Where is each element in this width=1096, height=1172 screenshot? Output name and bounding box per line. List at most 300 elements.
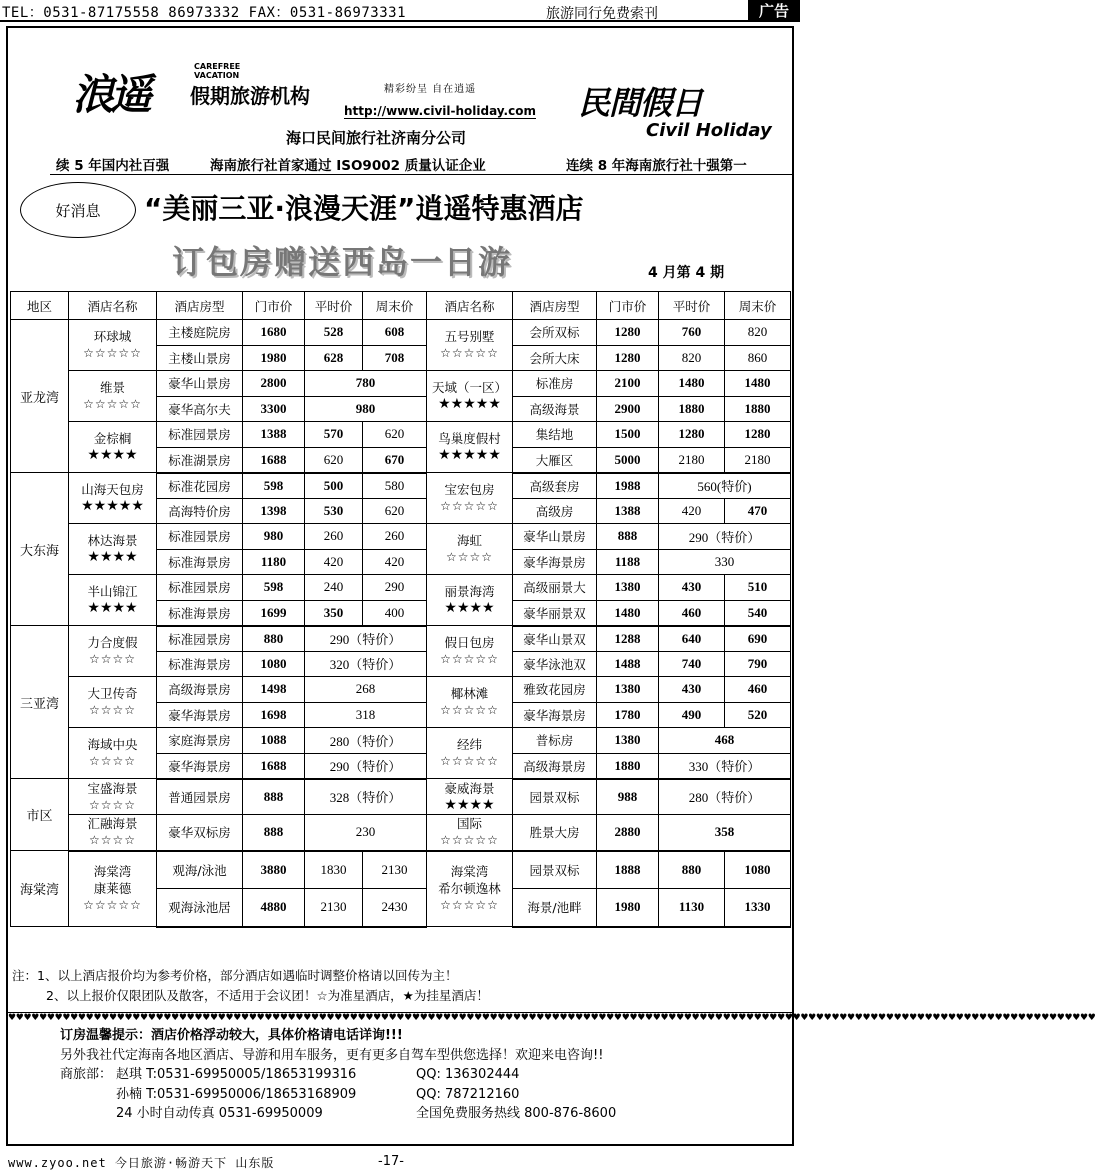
slogan: 精彩纷呈 自在逍遥 [384,84,477,95]
rack-price: 880 [243,626,305,652]
ad-label: 广告 [748,0,800,22]
person-2: 孙楠 T:0531-69950006/18653168909 [116,1086,357,1102]
weekend-price: 290 [363,575,427,601]
weekend-price: 620 [363,422,427,448]
hotel-name: 维景 [99,380,125,395]
top-bar [0,0,800,22]
merged-price: 560(特价) [659,473,791,499]
rack-price: 1699 [243,600,305,626]
contact-row-1 [60,1065,603,1085]
fax-line: 24 小时自动传真 0531-69950009 [116,1106,323,1121]
rack-price: 1480 [597,600,659,626]
note-2: 2、以上报价仅限团队及散客，不适用于会议团！☆为准星酒店，★为挂星酒店！ [46,988,489,1003]
hotel-name: 林达海景 [87,533,138,548]
weekday-price: 430 [659,575,725,601]
notes [8,966,792,1006]
area-label: 亚龙湾 [11,320,69,473]
rack-price: 1180 [243,549,305,575]
weekday-price: 640 [659,626,725,652]
rack-price: 5000 [597,447,659,473]
table-row [11,851,791,889]
hotel-cell [427,473,513,524]
website-link[interactable]: http://www.civil-holiday.com [344,104,536,118]
room-type: 豪华海景房 [157,753,243,779]
contact-line: TEL：0531-87175558 86973332 FAX：0531-86973331 [2,5,407,21]
room-type: 高级丽景大 [513,575,597,601]
rack-price: 1388 [243,422,305,448]
room-type: 标准园景房 [157,626,243,652]
weekend-price: 470 [725,498,791,524]
footer-site: www.zyoo.net 今日旅游·畅游天下 山东版 [8,1156,275,1170]
room-type: 豪华山景房 [513,524,597,550]
room-type: 高海特价房 [157,498,243,524]
hotel-name: 天域（一区） [431,380,507,395]
hotel-cell [69,320,157,371]
star-rating: ☆☆☆☆☆ [83,397,142,411]
weekday-price: 1130 [659,889,725,927]
brand-logo-left [72,62,310,122]
room-type: 会所双标 [513,320,597,346]
room-type: 雅致花园房 [513,677,597,703]
weekday-price: 430 [659,677,725,703]
weekday-price: 628 [305,345,363,371]
table-row [11,575,791,601]
room-type: 园景双标 [513,779,597,815]
room-type: 标准湖景房 [157,447,243,473]
star-rating: ☆☆☆☆ [88,754,137,768]
weekday-price: 260 [305,524,363,550]
table-row [11,320,791,346]
weekend-price: 820 [725,320,791,346]
rack-price: 1380 [597,677,659,703]
weekday-price: 570 [305,422,363,448]
column-header: 酒店名称 [69,292,157,320]
hotel-cell [427,320,513,371]
weekend-price: 690 [725,626,791,652]
hotel-cell [69,371,157,422]
weekend-price: 420 [363,549,427,575]
room-type: 豪华海景房 [513,549,597,575]
contact-section [60,1026,617,1124]
weekend-price: 1080 [725,851,791,889]
subheadline: 订包房赠送西岛一日游 [172,243,513,281]
column-header: 酒店房型 [513,292,597,320]
merged-price: 980 [305,396,427,422]
heart-divider: ♥♥♥♥♥♥♥♥♥♥♥♥♥♥♥♥♥♥♥♥♥♥♥♥♥♥♥♥♥♥♥♥♥♥♥♥♥♥♥♥♥♥♥♥♥♥♥♥♥♥♥♥♥♥♥♥♥♥♥♥♥♥♥♥♥♥♥♥♥♥♥♥♥♥♥♥♥♥♥♥♥♥♥♥♥♥♥♥♥♥♥♥♥♥♥♥♥♥♥♥♥♥♥♥♥♥♥♥♥♥♥♥♥♥♥♥♥♥♥♥♥♥♥♥♥♥♥♥♥♥♥♥♥♥♥♥♥♥♥♥ [8,1013,1096,1023]
table-row [11,728,791,754]
room-type: 胜景大房 [513,815,597,851]
rack-price: 1088 [243,728,305,754]
branch-name: 海口民间旅行社济南分公司 [286,129,467,147]
hotel-name: 山海天包房 [81,482,144,497]
room-type: 园景双标 [513,851,597,889]
star-rating: ☆☆☆☆ [88,652,137,666]
weekday-price: 528 [305,320,363,346]
weekend-price: 790 [725,651,791,677]
room-type: 高级海景 [513,396,597,422]
star-rating: ★★★★★ [81,498,144,514]
rack-price: 1188 [597,549,659,575]
qq-1: QQ: 136302444 [416,1067,520,1082]
rack-price: 1398 [243,498,305,524]
room-type: 标准园景房 [157,422,243,448]
star-rating: ☆☆☆☆ [88,833,137,848]
merged-price: 320（特价） [305,651,427,677]
index-title: 旅游同行免费索刊 [546,6,658,22]
rack-price: 1288 [597,626,659,652]
merged-price: 290（特价） [305,753,427,779]
booking-tip: 订房温馨提示：酒店价格浮动较大，具体价格请电话详询!!! [60,1028,403,1043]
weekend-price: 460 [725,677,791,703]
rack-price: 1380 [597,575,659,601]
table-row [11,371,791,397]
column-header: 酒店房型 [157,292,243,320]
issue-number: 4 月第 4 期 [648,265,725,281]
weekday-price: 490 [659,702,725,728]
table-row [11,422,791,448]
merged-price: 780 [305,371,427,397]
weekday-price: 760 [659,320,725,346]
hotel-cell [69,728,157,779]
star-rating: ☆☆☆☆☆ [440,652,499,666]
table-row [11,626,791,652]
merged-price: 468 [659,728,791,754]
merged-price: 290（特价） [305,626,427,652]
hotline: 全国免费服务热线 800-876-8600 [416,1106,617,1121]
rack-price: 1280 [597,345,659,371]
merged-price: 268 [305,677,427,703]
hotel-cell [427,626,513,677]
weekend-price: 580 [363,473,427,499]
rack-price: 1688 [243,753,305,779]
merged-price: 280（特价） [305,728,427,754]
rack-price: 3300 [243,396,305,422]
room-type: 观海/泳池 [157,851,243,889]
rack-price: 980 [243,524,305,550]
right-logo-cn: 民間假日 [578,84,703,122]
logo-english: CAREFREE VACATION [194,62,241,80]
hotel-cell [427,851,513,927]
rack-price: 1780 [597,702,659,728]
weekday-price: 350 [305,600,363,626]
claim-3: 连续 8 年海南旅行社十强第一 [566,158,747,174]
room-type: 标准海景房 [157,600,243,626]
room-type: 豪华泳池双 [513,651,597,677]
merged-price: 290（特价） [659,524,791,550]
weekend-price: 620 [363,498,427,524]
rack-price: 1688 [243,447,305,473]
qq-2: QQ: 787212160 [416,1086,520,1102]
page-number: -17- [378,1154,404,1169]
rack-price: 1488 [597,651,659,677]
hotel-name: 宝宏包房 [444,482,495,497]
column-header: 周末价 [725,292,791,320]
hotel-cell [427,422,513,473]
merged-price: 230 [305,815,427,851]
service-note: 另外我社代定海南各地区酒店、导游和用车服务，更有更多自驾车型供您选择！欢迎来电咨询!! [60,1047,604,1063]
room-type: 集结地 [513,422,597,448]
hotel-cell [427,677,513,728]
table-row [11,815,791,851]
table-row [11,779,791,815]
rack-price: 1080 [243,651,305,677]
weekday-price: 1280 [659,422,725,448]
hotel-name: 大卫传奇 [87,686,138,701]
area-label: 三亚湾 [11,626,69,779]
room-type: 观海泳池居 [157,889,243,927]
hotel-name: 豪威海景 [444,780,495,796]
weekday-price: 500 [305,473,363,499]
star-rating: ☆☆☆☆☆ [440,754,499,768]
hotel-name: 国际 [456,816,482,832]
contact-row-3 [60,1104,617,1124]
hotel-name: 海棠湾 [93,864,132,880]
headline: “美丽三亚·浪漫天涯”逍遥特惠酒店 [144,192,584,225]
hotel-name: 五号别墅 [444,329,495,344]
room-type: 豪华海景房 [513,702,597,728]
room-type: 高级套房 [513,473,597,499]
room-type: 豪华海景房 [157,702,243,728]
weekend-price: 400 [363,600,427,626]
column-header: 平时价 [659,292,725,320]
room-type: 海景/池畔 [513,889,597,927]
contact-row-2 [60,1085,603,1105]
star-rating: ★★★★ [87,447,138,463]
merged-price: 358 [659,815,791,851]
hotel-cell [69,815,157,851]
hotel-name: 希尔顿逸林 [438,881,501,897]
weekend-price: 708 [363,345,427,371]
good-news-bubble: 好消息 [20,182,136,238]
weekend-price: 860 [725,345,791,371]
rack-price: 1500 [597,422,659,448]
column-header: 酒店名称 [427,292,513,320]
hotel-name: 海域中央 [87,737,138,752]
star-rating: ☆☆☆☆☆ [440,898,499,913]
star-rating: ☆☆☆☆☆ [440,499,499,513]
merged-price: 330 [659,549,791,575]
divider [50,174,794,175]
weekend-price: 1330 [725,889,791,927]
hotel-name: 经纬 [456,737,482,752]
table-row [11,677,791,703]
rack-price: 1980 [597,889,659,927]
star-rating: ☆☆☆☆☆ [440,703,499,717]
claim-2: 海南旅行社首家通过 ISO9002 质量认证企业 [210,158,486,174]
hotel-cell [69,779,157,815]
hotel-name: 海虹 [456,533,482,548]
rack-price: 2800 [243,371,305,397]
rack-price: 1388 [597,498,659,524]
hotel-name: 金棕榈 [93,431,132,446]
weekday-price: 620 [305,447,363,473]
rack-price: 1680 [243,320,305,346]
hotel-cell [427,728,513,779]
note-1: 注：1、以上酒店报价均为参考价格，部分酒店如遇临时调整价格请以回传为主！ [12,968,458,983]
logo-chinese: 假期旅游机构 [190,84,310,108]
rack-price: 888 [243,815,305,851]
merged-price: 330（特价） [659,753,791,779]
hotel-name: 海棠湾 [450,864,489,880]
weekday-price: 2180 [659,447,725,473]
hotel-cell [69,473,157,524]
person-1: 赵琪 T:0531-69950005/18653199316 [116,1067,357,1082]
weekday-price: 880 [659,851,725,889]
hotel-name: 康莱德 [93,881,132,897]
room-type: 标准园景房 [157,524,243,550]
star-rating: ☆☆☆☆ [88,797,137,812]
star-rating: ★★★★ [444,600,495,616]
room-type: 主楼山景房 [157,345,243,371]
rack-price: 1980 [243,345,305,371]
room-type: 大雁区 [513,447,597,473]
logo-mark: 浪遥 [72,70,149,119]
weekday-price: 420 [305,549,363,575]
star-rating: ☆☆☆☆☆ [440,833,499,848]
weekend-price: 1480 [725,371,791,397]
weekday-price: 530 [305,498,363,524]
rack-price: 2880 [597,815,659,851]
area-label: 市区 [11,779,69,851]
column-header: 门市价 [597,292,659,320]
star-rating: ★★★★★ [438,396,501,412]
rack-price: 1280 [597,320,659,346]
right-logo-en: Civil Holiday [646,120,772,141]
room-type: 普标房 [513,728,597,754]
weekend-price: 520 [725,702,791,728]
star-rating: ☆☆☆☆ [88,703,137,717]
star-rating: ★★★★ [444,796,495,813]
area-label: 海棠湾 [11,851,69,927]
weekend-price: 510 [725,575,791,601]
star-rating: ★★★★ [87,549,138,565]
hotel-name: 宝盛海景 [87,780,138,796]
weekend-price: 1880 [725,396,791,422]
room-type: 标准花园房 [157,473,243,499]
weekday-price: 820 [659,345,725,371]
hotel-cell [69,851,157,927]
rack-price: 1498 [243,677,305,703]
room-type: 普通园景房 [157,779,243,815]
hotel-cell [69,626,157,677]
hotel-cell [69,677,157,728]
rack-price: 1880 [597,753,659,779]
table-row [11,524,791,550]
star-rating: ☆☆☆☆☆ [83,346,142,360]
room-type: 标准海景房 [157,651,243,677]
hotel-name: 椰林滩 [450,686,489,701]
footer [0,1150,800,1172]
column-header: 地区 [11,292,69,320]
rack-price: 1380 [597,728,659,754]
weekday-price: 240 [305,575,363,601]
hotel-name: 半山锦江 [87,584,138,599]
weekend-price: 2430 [363,889,427,927]
claim-1: 续 5 年国内社百强 [56,158,170,174]
weekday-price: 1480 [659,371,725,397]
hotel-name: 环球城 [93,329,132,344]
room-type: 豪华高尔夫 [157,396,243,422]
brand-logo-right [578,78,772,141]
star-rating: ☆☆☆☆☆ [83,898,142,913]
hotel-name: 鸟巢度假村 [438,431,501,446]
weekend-price: 2180 [725,447,791,473]
weekday-price: 1830 [305,851,363,889]
hotel-name: 假日包房 [444,635,495,650]
hotel-cell [427,815,513,851]
rack-price: 598 [243,575,305,601]
room-type: 高级海景房 [513,753,597,779]
merged-price: 328（特价） [305,779,427,815]
weekend-price: 540 [725,600,791,626]
hotel-cell [427,371,513,422]
hotel-cell [69,575,157,626]
rack-price: 598 [243,473,305,499]
merged-price: 318 [305,702,427,728]
room-type: 高级房 [513,498,597,524]
room-type: 主楼庭院房 [157,320,243,346]
room-type: 标准房 [513,371,597,397]
room-type: 会所大床 [513,345,597,371]
column-header: 平时价 [305,292,363,320]
room-type: 家庭海景房 [157,728,243,754]
weekend-price: 608 [363,320,427,346]
weekday-price: 420 [659,498,725,524]
weekday-price: 2130 [305,889,363,927]
table-row [11,473,791,499]
room-type: 豪华丽景双 [513,600,597,626]
room-type: 标准海景房 [157,549,243,575]
merged-price: 280（特价） [659,779,791,815]
rack-price: 1988 [597,473,659,499]
star-rating: ☆☆☆☆ [445,550,494,564]
room-type: 高级海景房 [157,677,243,703]
rack-price: 888 [597,524,659,550]
rack-price: 3880 [243,851,305,889]
dept-label: 商旅部： [60,1067,113,1082]
weekday-price: 740 [659,651,725,677]
hotel-cell [427,524,513,575]
weekend-price: 670 [363,447,427,473]
hotel-rate-table [10,291,791,928]
area-label: 大东海 [11,473,69,626]
rack-price: 2100 [597,371,659,397]
room-type: 豪华山景房 [157,371,243,397]
room-type: 豪华山景双 [513,626,597,652]
rack-price: 888 [243,779,305,815]
hotel-cell [69,524,157,575]
rack-price: 4880 [243,889,305,927]
rack-price: 988 [597,779,659,815]
weekday-price: 460 [659,600,725,626]
star-rating: ★★★★★ [438,447,501,463]
hotel-name: 力合度假 [87,635,138,650]
rack-price: 1698 [243,702,305,728]
weekend-price: 260 [363,524,427,550]
hotel-cell [69,422,157,473]
weekend-price: 2130 [363,851,427,889]
hotel-cell [427,779,513,815]
hotel-cell [427,575,513,626]
star-rating: ★★★★ [87,600,138,616]
column-header: 周末价 [363,292,427,320]
room-type: 标准园景房 [157,575,243,601]
weekend-price: 1280 [725,422,791,448]
rack-price: 2900 [597,396,659,422]
table-header [11,292,791,320]
hotel-name: 汇融海景 [87,816,138,832]
column-header: 门市价 [243,292,305,320]
